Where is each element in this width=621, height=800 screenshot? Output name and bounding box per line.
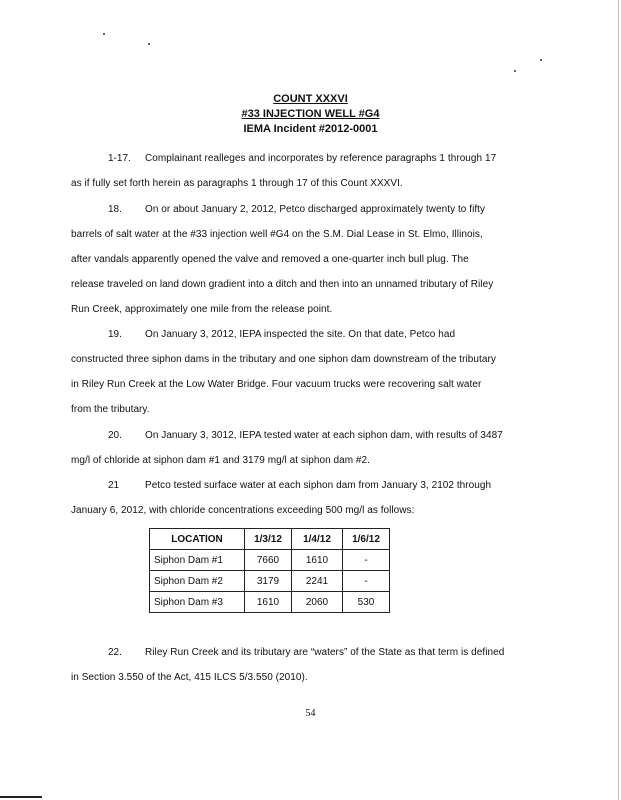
- table-cell: 1610: [245, 592, 292, 613]
- paragraph-line: after vandals apparently opened the valve and removed a one-quarter inch bull plug. The: [71, 254, 469, 265]
- paragraph-line: mg/l of chloride at siphon dam #1 and 3179 mg/l at siphon dam #2.: [71, 455, 370, 466]
- table-cell: 3179: [245, 571, 292, 592]
- table-row: [150, 592, 390, 613]
- table-cell: -: [343, 550, 390, 571]
- paragraph-line: Riley Run Creek and its tributary are “waters” of the State as that term is defined: [145, 647, 505, 658]
- scan-speck: [514, 70, 516, 72]
- table-header: LOCATION: [150, 529, 245, 550]
- table-cell: 7660: [245, 550, 292, 571]
- footer-rule: [0, 796, 42, 798]
- paragraph-line: as if fully set forth herein as paragraphs 1 through 17 of this Count XXXVI.: [71, 178, 403, 189]
- well-heading: #33 INJECTION WELL #G4: [241, 108, 380, 120]
- incident-heading: IEMA Incident #2012-0001: [243, 123, 378, 135]
- paragraph-line: Run Creek, approximately one mile from the release point.: [71, 304, 333, 315]
- paragraph-number: 20.: [108, 430, 122, 441]
- table-cell: Siphon Dam #1: [150, 550, 245, 571]
- paragraph-line: constructed three siphon dams in the tributary and one siphon dam downstream of the tributary: [71, 354, 496, 365]
- table-cell: -: [343, 571, 390, 592]
- page-number: 54: [305, 708, 316, 719]
- scan-speck: [540, 59, 542, 61]
- paragraph-line: On January 3, 2012, IEPA inspected the site. On that date, Petco had: [145, 329, 456, 340]
- paragraph-line: On January 3, 3012, IEPA tested water at each siphon dam, with results of 3487: [145, 430, 503, 441]
- paragraph-line: On or about January 2, 2012, Petco discharged approximately twenty to fifty: [145, 204, 486, 215]
- paragraph-line: from the tributary.: [71, 404, 150, 415]
- table-row: [150, 550, 390, 571]
- paragraph-number: 21: [108, 480, 120, 491]
- table-row: [150, 571, 390, 592]
- paragraph-line: January 6, 2012, with chloride concentrations exceeding 500 mg/l as follows:: [71, 505, 415, 516]
- paragraph-line: in Riley Run Creek at the Low Water Bridge. Four vacuum trucks were recovering salt water: [71, 379, 482, 390]
- paragraph-line: Complainant realleges and incorporates by reference paragraphs 1 through 17: [145, 153, 497, 164]
- paragraph-number: 1-17.: [108, 153, 131, 164]
- paragraph-number: 19.: [108, 329, 122, 340]
- chloride-table: [149, 528, 390, 613]
- page-edge: [618, 0, 619, 800]
- paragraph-line: Petco tested surface water at each siphon dam from January 3, 2102 through: [145, 480, 492, 491]
- table-header: 1/4/12: [292, 529, 343, 550]
- table-cell: 530: [343, 592, 390, 613]
- table-cell: 2060: [292, 592, 343, 613]
- count-heading: COUNT XXXVI: [273, 93, 348, 105]
- paragraph-line: release traveled on land down gradient into a ditch and then into an unnamed tributary of Riley: [71, 279, 494, 290]
- table-cell: 2241: [292, 571, 343, 592]
- table-header: 1/3/12: [245, 529, 292, 550]
- table-cell: Siphon Dam #3: [150, 592, 245, 613]
- table-header: 1/6/12: [343, 529, 390, 550]
- table-cell: Siphon Dam #2: [150, 571, 245, 592]
- paragraph-line: barrels of salt water at the #33 injection well #G4 on the S.M. Dial Lease in St. Elmo, Illinois,: [71, 229, 483, 240]
- scan-speck: [148, 43, 150, 45]
- scan-speck: [103, 33, 105, 35]
- paragraph-number: 22.: [108, 647, 122, 658]
- table-cell: 1610: [292, 550, 343, 571]
- table-header-row: [150, 529, 390, 550]
- paragraph-line: in Section 3.550 of the Act, 415 ILCS 5/3.550 (2010).: [71, 672, 308, 683]
- paragraph-number: 18.: [108, 204, 122, 215]
